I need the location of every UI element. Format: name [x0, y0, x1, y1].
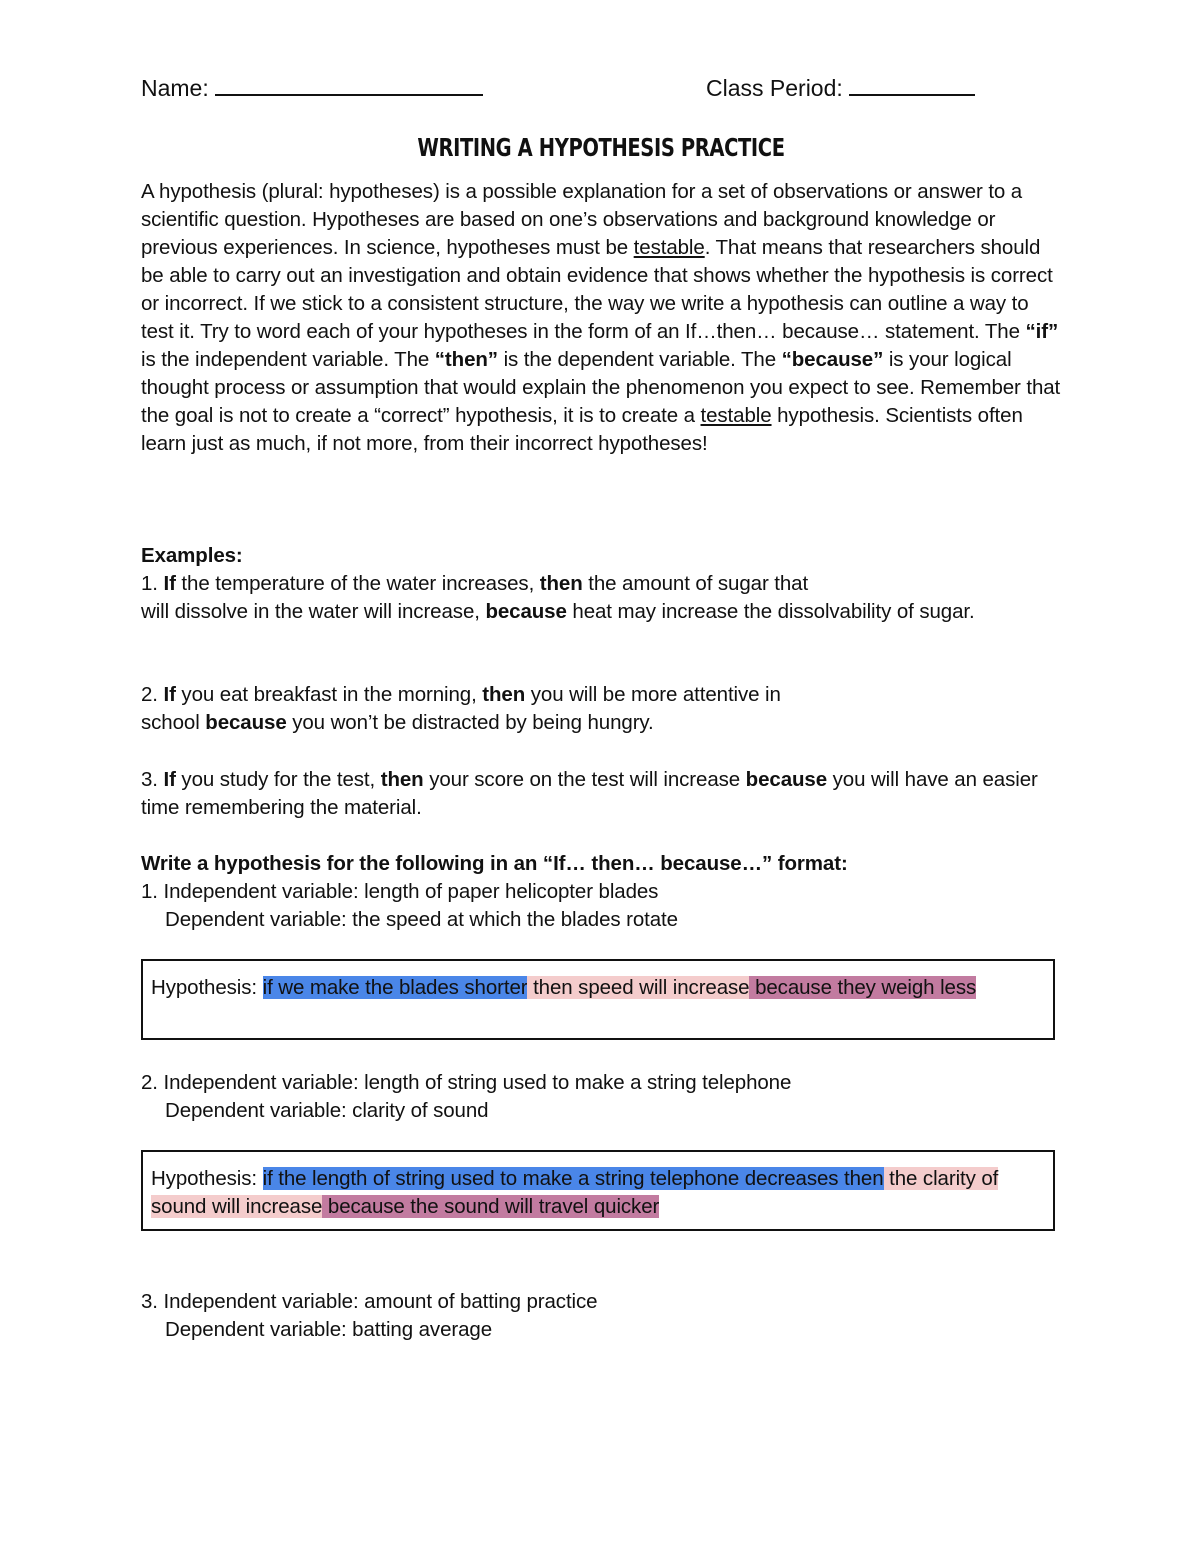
example-2 — [141, 681, 1061, 737]
hypothesis-answer-box-1[interactable] — [141, 959, 1055, 1040]
if-keyword: If — [163, 768, 176, 791]
example-text: you eat breakfast in the morning, — [175, 683, 483, 706]
example-3 — [141, 766, 1061, 822]
testable-underlined: testable — [633, 236, 705, 259]
practice-heading: Write a hypothesis for the following in an “If… then… because…” format: — [141, 852, 848, 875]
because-clause-highlight: because they weigh less — [749, 976, 977, 999]
class-period-label: Class Period: — [706, 75, 843, 101]
hypothesis-label: Hypothesis: — [151, 976, 263, 999]
example-text: the amount of sugar that — [582, 572, 809, 595]
example-text: you will be more attentive in — [525, 683, 781, 706]
question-3 — [141, 1288, 597, 1344]
example-text: heat may increase the dissolvability of sugar. — [566, 600, 975, 623]
example-number: 3. — [141, 768, 164, 791]
question-1 — [141, 878, 678, 934]
class-period-blank-line[interactable] — [849, 72, 975, 96]
example-text: will dissolve in the water will increase, — [141, 600, 486, 623]
example-number: 1. — [141, 572, 164, 595]
example-text: you study for the test, — [175, 768, 381, 791]
then-keyword: then — [482, 683, 526, 706]
because-keyword: because — [745, 768, 828, 791]
example-text: the temperature of the water increases, — [175, 572, 540, 595]
if-clause-highlight: if the length of string used to make a string telephone decreases then — [262, 1167, 884, 1190]
then-keyword: then — [380, 768, 424, 791]
intro-text: is the dependent variable. The — [497, 348, 782, 371]
dependent-variable: Dependent variable: batting average — [165, 1318, 493, 1341]
intro-text: . That means that researchers should be able to carry out an investigation and obtain evidence that shows whether the hypothesis is correct or incorrect. If we stick to a consistent structure, the way we write a hypothesis can outline a way to test it. Try to word each of your hypotheses in the form of an If…then… because… statement. The — [141, 236, 1053, 343]
independent-variable: 3. Independent variable: amount of batting practice — [141, 1290, 598, 1313]
then-clause-highlight: the clarity of sound will increase — [151, 1167, 999, 1218]
testable-underlined: testable — [700, 404, 772, 427]
dependent-variable: Dependent variable: the speed at which the blades rotate — [165, 908, 678, 931]
because-keyword: because — [205, 711, 287, 734]
name-blank-line[interactable] — [215, 72, 483, 96]
then-clause-highlight: then speed will increase — [527, 976, 750, 999]
example-text: you will have an easier time remembering the material. — [141, 768, 1038, 819]
examples-heading: Examples: — [141, 544, 243, 567]
intro-text: hypothesis. Scientists often learn just as much, if not more, from their incorrect hypotheses! — [141, 404, 1023, 455]
if-keyword: If — [163, 683, 176, 706]
name-label: Name: — [141, 75, 209, 101]
because-keyword: because — [485, 600, 567, 623]
independent-variable: 2. Independent variable: length of string used to make a string telephone — [141, 1071, 792, 1094]
intro-text: A hypothesis (plural: hypotheses) is a possible explanation for a set of observations or answer to a scientific question. Hypotheses are based on one’s observations and background knowledge or previous experiences. In science, hypotheses must be — [141, 180, 1023, 259]
because-term: “because” — [781, 348, 884, 371]
page-title: WRITING A HYPOTHESIS PRACTICE — [417, 133, 785, 162]
if-clause-highlight: if we make the blades shorter — [262, 976, 528, 999]
hypothesis-label: Hypothesis: — [151, 1167, 263, 1190]
question-2 — [141, 1069, 791, 1125]
if-term: “if” — [1025, 320, 1059, 343]
example-1 — [141, 570, 1061, 626]
class-period-field — [706, 72, 975, 102]
example-number: 2. — [141, 683, 164, 706]
example-text: you won’t be distracted by being hungry. — [286, 711, 654, 734]
example-text: your score on the test will increase — [423, 768, 746, 791]
intro-text: is the independent variable. The — [141, 348, 435, 371]
dependent-variable: Dependent variable: clarity of sound — [165, 1099, 489, 1122]
independent-variable: 1. Independent variable: length of paper helicopter blades — [141, 880, 659, 903]
if-keyword: If — [163, 572, 176, 595]
intro-paragraph — [141, 178, 1061, 458]
intro-text: is your logical thought process or assumption that would explain the phenomenon you expect to see. Remember that the goal is not to create a “correct” hypothesis, it is to create a — [141, 348, 1061, 427]
then-term: “then” — [434, 348, 498, 371]
name-field — [141, 72, 483, 102]
example-text: school — [141, 711, 206, 734]
hypothesis-answer-box-2[interactable] — [141, 1150, 1055, 1231]
because-clause-highlight: because the sound will travel quicker — [322, 1195, 660, 1218]
then-keyword: then — [539, 572, 583, 595]
